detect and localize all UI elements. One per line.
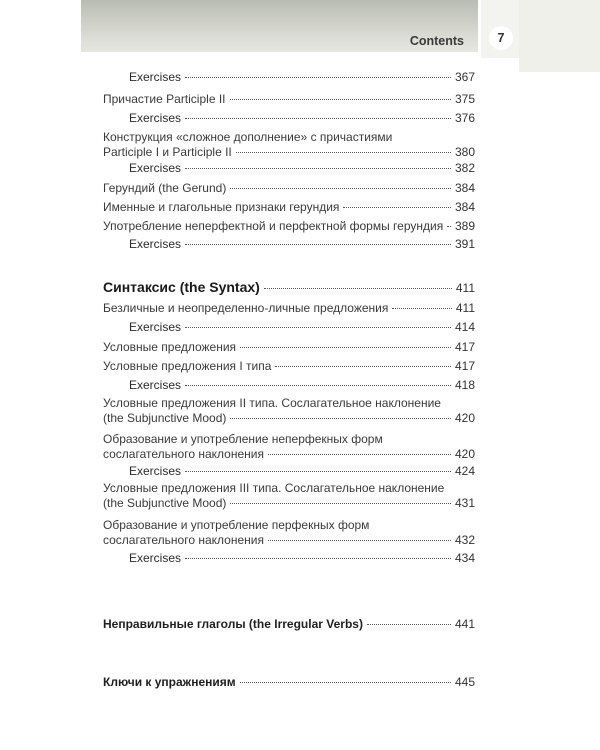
toc-page-number: 417 bbox=[454, 340, 475, 354]
toc-entry-title: (the Subjunctive Mood) bbox=[103, 496, 227, 510]
dot-leader bbox=[185, 77, 451, 78]
toc-page-number: 424 bbox=[454, 464, 475, 478]
toc-page-number: 414 bbox=[454, 320, 475, 334]
toc-entry-title: Exercises bbox=[129, 320, 182, 334]
dot-leader bbox=[343, 207, 451, 208]
toc-entry-title-line: Образование и употребление неперфекных форм bbox=[103, 432, 383, 446]
toc-page-number: 382 bbox=[454, 161, 475, 175]
toc-entry bbox=[103, 219, 475, 234]
toc-entry-title: Exercises bbox=[129, 70, 182, 84]
header-band bbox=[81, 0, 478, 52]
toc-entry-title-line: Условные предложения II типа. Сослагательное наклонение bbox=[103, 396, 441, 410]
toc-entry bbox=[103, 464, 475, 479]
toc-entry-title: Герундий (the Gerund) bbox=[103, 181, 227, 195]
toc-entry-title-line: Условные предложения III типа. Сослагательное наклонение bbox=[103, 481, 445, 495]
toc-page-number: 434 bbox=[454, 551, 475, 565]
toc-page-number: 367 bbox=[454, 70, 475, 84]
dot-leader bbox=[230, 99, 451, 100]
toc-entry bbox=[103, 70, 475, 85]
toc-entry-title-line: Конструкция «сложное дополнение» с причастиями bbox=[103, 130, 393, 144]
toc-entry-title: Именные и глагольные признаки герундия bbox=[103, 200, 340, 214]
toc-entry bbox=[103, 279, 475, 297]
toc-entry bbox=[103, 161, 475, 176]
toc-entry-title: Exercises bbox=[129, 551, 182, 565]
dot-leader bbox=[447, 226, 451, 227]
toc-entry-title: Условные предложения I типа bbox=[103, 359, 272, 373]
toc-entry bbox=[103, 396, 475, 426]
dot-leader bbox=[230, 503, 451, 504]
toc-entry-title: Exercises bbox=[129, 111, 182, 125]
toc-entry bbox=[103, 617, 475, 632]
toc-entry bbox=[103, 518, 475, 548]
toc-page-number: 380 bbox=[454, 145, 475, 159]
toc-entry-title: Exercises bbox=[129, 161, 182, 175]
toc-page-number: 384 bbox=[454, 181, 475, 195]
dot-leader bbox=[240, 682, 451, 683]
dot-leader bbox=[392, 308, 452, 309]
toc-entry bbox=[103, 200, 475, 215]
toc-entry-title: сослагательного наклонения bbox=[103, 533, 264, 547]
toc-entry-title: Exercises bbox=[129, 378, 182, 392]
toc-entry-title: Условные предложения bbox=[103, 340, 237, 354]
toc-entry bbox=[103, 237, 475, 252]
toc-page-number: 432 bbox=[454, 533, 475, 547]
toc-entry bbox=[103, 378, 475, 393]
toc-entry bbox=[103, 301, 475, 316]
dot-leader bbox=[185, 385, 451, 386]
toc-entry-title: Неправильные глаголы (the Irregular Verbs) bbox=[103, 617, 363, 631]
toc-page-number: 420 bbox=[454, 411, 475, 425]
dot-leader bbox=[185, 118, 451, 119]
toc-entry-title: Exercises bbox=[129, 237, 182, 251]
dot-leader bbox=[268, 454, 451, 455]
toc-entry-title: Синтаксис (the Syntax) bbox=[103, 279, 260, 295]
toc-entry-title-line: Образование и употребление перфекных форм bbox=[103, 518, 370, 532]
toc-entry bbox=[103, 359, 475, 374]
toc-page-number: 391 bbox=[454, 237, 475, 251]
right-margin-band bbox=[519, 0, 600, 72]
toc-entry-title: Exercises bbox=[129, 464, 182, 478]
toc-entry-title: Ключи к упражнениям bbox=[103, 675, 236, 689]
dot-leader bbox=[185, 168, 451, 169]
toc-entry bbox=[103, 92, 475, 107]
toc-page-number: 376 bbox=[454, 111, 475, 125]
toc-entry-title: Употребление неперфектной и перфектной формы герундия bbox=[103, 219, 444, 233]
toc-page-number: 420 bbox=[454, 447, 475, 461]
dot-leader bbox=[268, 540, 451, 541]
toc-page-number: 375 bbox=[454, 92, 475, 106]
toc-entry-title: Безличные и неопределенно-личные предложения bbox=[103, 301, 389, 315]
dot-leader bbox=[185, 327, 451, 328]
toc-page-number: 441 bbox=[454, 617, 475, 631]
page-header-title: Contents bbox=[409, 34, 464, 48]
toc-page-number: 384 bbox=[454, 200, 475, 214]
toc-entry bbox=[103, 111, 475, 126]
toc-entry bbox=[103, 675, 475, 690]
toc-page-number: 445 bbox=[454, 675, 475, 689]
toc-entry bbox=[103, 130, 475, 160]
dot-leader bbox=[264, 288, 452, 289]
toc-entry-title: (the Subjunctive Mood) bbox=[103, 411, 227, 425]
dot-leader bbox=[275, 366, 451, 367]
dot-leader bbox=[240, 347, 451, 348]
toc-entry bbox=[103, 181, 475, 196]
dot-leader bbox=[230, 418, 451, 419]
toc-page-number: 389 bbox=[454, 219, 475, 233]
toc-entry bbox=[103, 481, 475, 511]
dot-leader bbox=[185, 558, 451, 559]
toc-entry bbox=[103, 320, 475, 335]
toc-page-number: 411 bbox=[455, 301, 475, 315]
toc-entry bbox=[103, 340, 475, 355]
dot-leader bbox=[230, 188, 451, 189]
dot-leader bbox=[367, 624, 451, 625]
toc-entry-title: Причастие Participle II bbox=[103, 92, 226, 106]
toc-page-number: 411 bbox=[455, 281, 475, 295]
toc-entry-title: сослагательного наклонения bbox=[103, 447, 264, 461]
toc-entry bbox=[103, 432, 475, 462]
page-number: 7 bbox=[489, 26, 513, 50]
toc-entry-title: Participle I и Participle II bbox=[103, 145, 232, 159]
toc-page-number: 431 bbox=[454, 496, 475, 510]
toc-page-number: 417 bbox=[454, 359, 475, 373]
toc-page-number: 418 bbox=[454, 378, 475, 392]
dot-leader bbox=[236, 152, 451, 153]
dot-leader bbox=[185, 244, 451, 245]
toc-entry bbox=[103, 551, 475, 566]
dot-leader bbox=[185, 471, 451, 472]
